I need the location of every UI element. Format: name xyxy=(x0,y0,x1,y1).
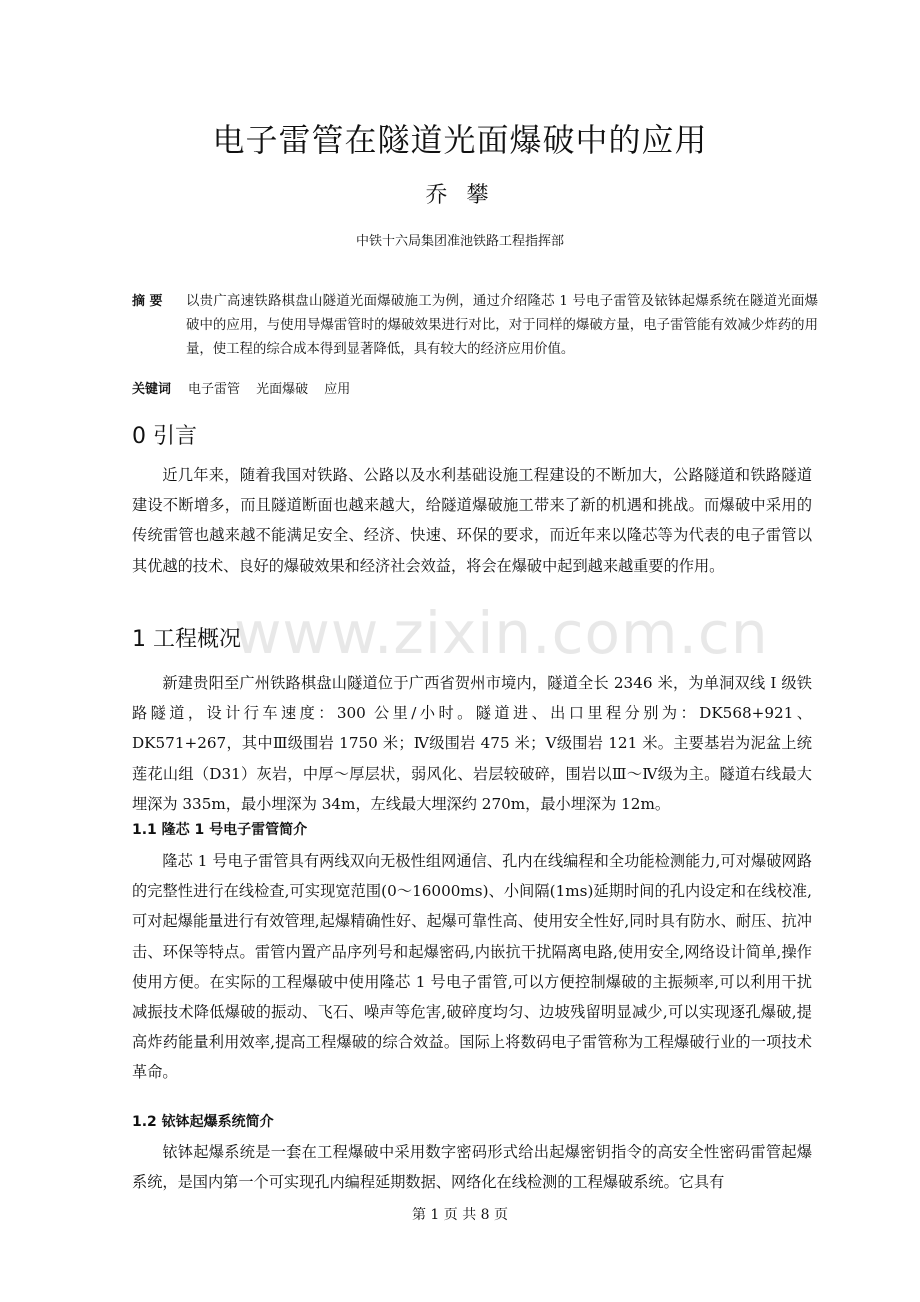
section-heading-intro: 0 引言 xyxy=(132,424,197,449)
subsection-1-1-paragraph: 隆芯 1 号电子雷管具有两线双向无极性组网通信、孔内在线编程和全功能检测能力,可对爆破网路的完整性进行在线检查,可实现宽范围(0～16000ms)、小间隔(1ms)延期时间的孔内设定和在线校准,可对起爆能量进行有效管理,起爆精确性好、起爆可靠性高、使用安全性好,同时具有防水、耐压、抗冲击、环保等特点。雷管内置产品序列号和起爆密码,内嵌抗干扰隔离电路,使用安全,网络设计简单,操作使用方便。在实际的工程爆破中使用隆芯 1 号电子雷管,可以方便控制爆破的主振频率,可以利用干扰减振技术降低爆破的振动、飞石、噪声等危害,破碎度均匀、边坡残留明显减少,可以实现逐孔爆破,提高炸药能量利用效率,提高工程爆破的综合效益。国际上将数码电子雷管称为工程爆破行业的一项技术革命。 xyxy=(132,852,812,1082)
intro-paragraph: 近几年来，随着我国对铁路、公路以及水利基础设施工程建设的不断加大，公路隧道和铁路隧道建设不断增多，而且隧道断面也越来越大，给隧道爆破施工带来了新的机遇和挑战。而爆破中采用的传统雷管也越来越不能满足安全、经济、快速、环保的要求，而近年来以隆芯等为代表的电子雷管以其优越的技术、良好的爆破效果和经济社会效益，将会在爆破中起到越来越重要的作用。 xyxy=(132,466,812,575)
watermark: www.zixin.com.cn xyxy=(234,599,769,667)
abstract-label: 摘 要 xyxy=(132,294,163,309)
keywords-label: 关键词 xyxy=(132,382,172,397)
author-name: 乔 攀 xyxy=(425,183,495,208)
subsection-heading-1-1: 1.1 隆芯 1 号电子雷管简介 xyxy=(132,822,308,838)
subsection-heading-1-2: 1.2 铱钵起爆系统简介 xyxy=(132,1114,274,1130)
abstract-text: 以贵广高速铁路棋盘山隧道光面爆破施工为例，通过介绍隆芯 1 号电子雷管及铱钵起爆系统在隧道光面爆破中的应用，与使用导爆雷管时的爆破效果进行对比，对于同样的爆破方量，电子雷管能有效减少炸药的用量，使工程的综合成本得到显著降低，具有较大的经济应用价值。 xyxy=(186,294,818,357)
page-footer: 第 1 页 共 8 页 xyxy=(411,1207,509,1223)
subsection-1-2-paragraph: 铱钵起爆系统是一套在工程爆破中采用数字密码形式给出起爆密钥指令的高安全性密码雷管起爆系统，是国内第一个可实现孔内编程延期数据、网络化在线检测的工程爆破系统。它具有 xyxy=(132,1143,812,1192)
keywords-text: 电子雷管 光面爆破 应用 xyxy=(188,382,351,397)
section-heading-overview: 1 工程概况 xyxy=(132,627,241,652)
affiliation: 中铁十六局集团准池铁路工程指挥部 xyxy=(355,234,564,249)
paper-title: 电子雷管在隧道光面爆破中的应用 xyxy=(212,121,708,159)
overview-paragraph: 新建贵阳至广州铁路棋盘山隧道位于广西省贺州市境内，隧道全长 2346 米，为单洞双线 I 级铁路隧道，设计行车速度：300 公里/小时。隧道进、出口里程分别为：DK568+921、DK571+267，其中Ⅲ级围岩 1750 米；Ⅳ级围岩 475 米；Ⅴ级围岩 121 米。主要基岩为泥盆上统莲花山组（D31）灰岩，中厚～厚层状，弱风化、岩层较破碎，围岩以Ⅲ～Ⅳ级为主。隧道右线最大埋深为 335m，最小埋深为 34m，左线最大埋深约 270m，最小埋深为 12m。 xyxy=(132,674,812,813)
